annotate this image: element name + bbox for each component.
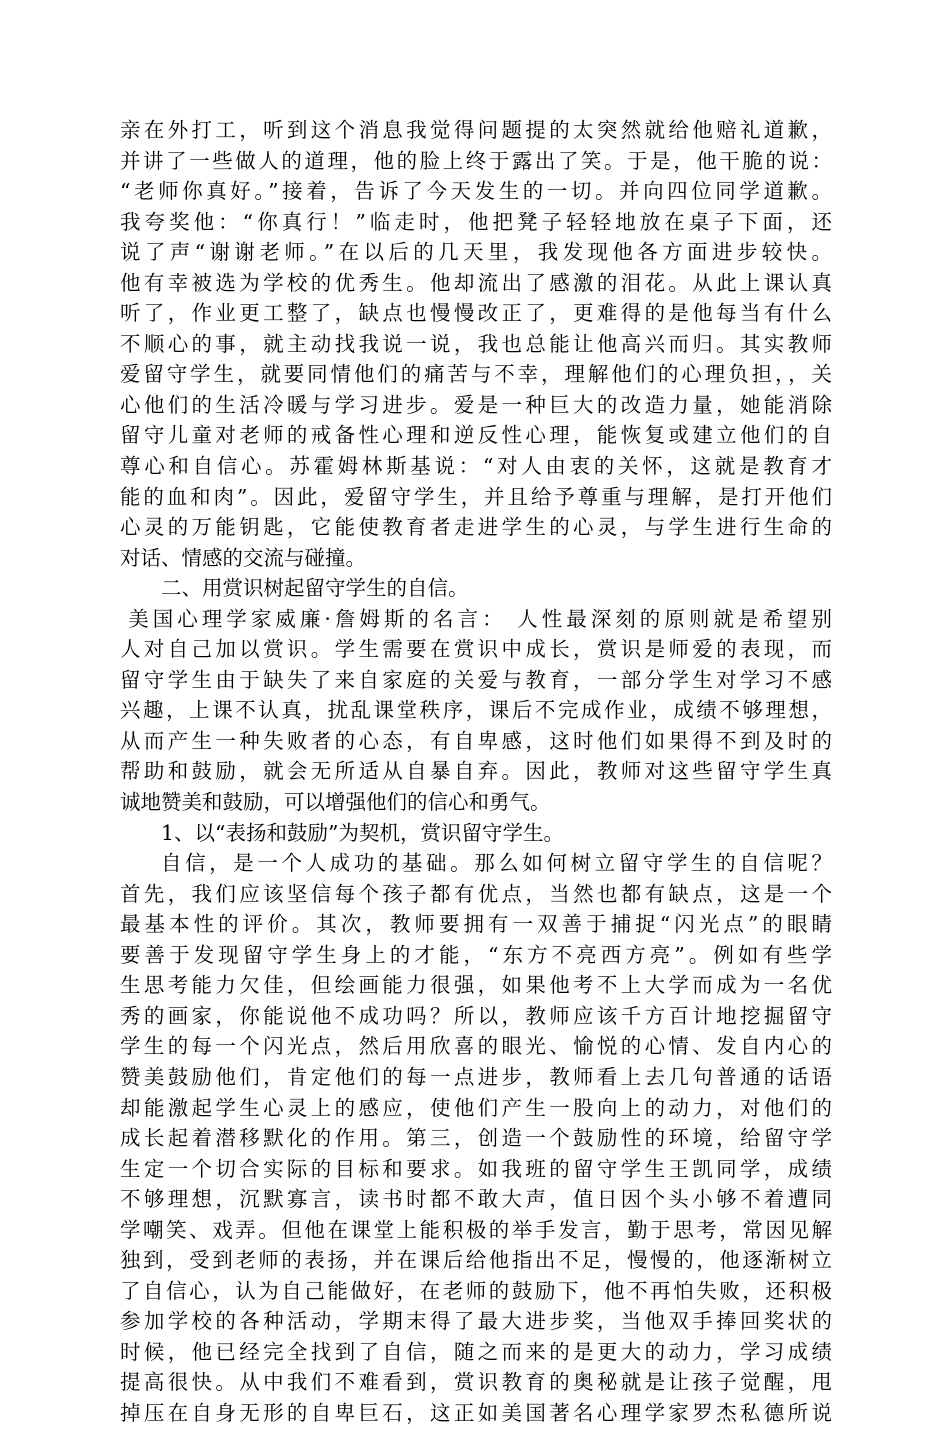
text-line: 提高很快。从中我们不难看到，赏识教育的奥秘就是让孩子觉醒，甩 — [120, 1370, 832, 1395]
text-line: 学生的每一个闪光点，然后用欣喜的眼光、愉悦的心情、发自内心的 — [120, 1034, 832, 1059]
text-line: 时候，他已经完全找到了自信，随之而来的是更大的动力，学习成绩 — [120, 1339, 832, 1364]
text-line: 要善于发现留守学生身上的才能，“东方不亮西方亮”。例如有些学 — [120, 942, 832, 967]
text-line: 自信，是一个人成功的基础。那么如何树立留守学生的自信呢？ — [161, 851, 832, 876]
text-line: 参加学校的各种活动，学期末得了最大进步奖，当他双手捧回奖状的 — [120, 1309, 832, 1334]
text-line: 生定一个切合实际的目标和要求。如我班的留守学生王凯同学，成绩 — [120, 1156, 832, 1181]
document-page — [120, 115, 832, 1429]
text-line: 对话、情感的交流与碰撞。 — [120, 545, 366, 570]
text-line: 独到，受到老师的表扬，并在课后给他指出不足，慢慢的，他逐渐树立 — [120, 1248, 832, 1273]
text-line: 二、用赏识树起留守学生的自信。 — [161, 576, 469, 601]
paragraph-p2 — [120, 573, 832, 604]
text-line: 掉压在自身无形的自卑巨石，这正如美国著名心理学家罗杰私德所说 — [120, 1400, 832, 1425]
text-line: 学嘲笑、戏弄。但他在课堂上能积极的举手发言，勤于思考，常因见解 — [120, 1217, 832, 1242]
text-line: 赞美鼓励他们，肯定他们的每一点进步，教师看上去几句普通的话语 — [120, 1064, 832, 1089]
text-line: 爱留守学生，就要同情他们的痛苦与不幸，理解他们的心理负担，，关 — [120, 362, 832, 387]
text-line: 不够理想，沉默寡言，读书时都不敢大声，值日因个头小够不着遭同 — [120, 1187, 832, 1212]
text-line: 留守学生由于缺失了来自家庭的关爱与教育，一部分学生对学习不感 — [120, 667, 832, 692]
text-line: 他有幸被选为学校的优秀生。他却流出了感激的泪花。从此上课认真 — [120, 270, 832, 295]
paragraph-p1 — [120, 115, 832, 573]
text-line: 心他们的生活冷暖与学习进步。爱是一种巨大的改造力量，她能消除 — [120, 392, 832, 417]
text-line: “老师你真好。”接着，告诉了今天发生的一切。并向四位同学道歉。 — [120, 179, 832, 204]
text-line: 并讲了一些做人的道理，他的脸上终于露出了笑。于是，他干脆的说： — [120, 148, 832, 173]
text-line: 听了，作业更工整了，缺点也慢慢改正了，更难得的是他每当有什么 — [120, 301, 832, 326]
text-line: 尊心和自信心。苏霍姆林斯基说：“对人由衷的关怀，这就是教育才 — [120, 454, 832, 479]
paragraph-p5 — [120, 848, 832, 1428]
text-line: 美国心理学家威廉·詹姆斯的名言： 人性最深刻的原则就是希望别 — [128, 606, 832, 631]
text-line: 秀的画家，你能说他不成功吗？所以，教师应该千方百计地挖掘留守 — [120, 1003, 832, 1028]
text-line: 能的血和肉”。因此，爱留守学生，并且给予尊重与理解，是打开他们 — [120, 484, 832, 509]
text-line: 我夸奖他：“你真行！”临走时，他把凳子轻轻地放在桌子下面，还 — [120, 209, 832, 234]
text-line: 留守儿童对老师的戒备性心理和逆反性心理，能恢复或建立他们的自 — [120, 423, 832, 448]
text-line: 不顺心的事，就主动找我说一说，我也总能让他高兴而归。其实教师 — [120, 331, 832, 356]
text-line: 了自信心，认为自己能做好，在老师的鼓励下，他不再怕失败，还积极 — [120, 1278, 832, 1303]
text-line: 帮助和鼓励，就会无所适从自暴自弃。因此，教师对这些留守学生真 — [120, 759, 832, 784]
text-line: 最基本性的评价。其次，教师要拥有一双善于捕捉“闪光点”的眼睛 — [120, 912, 832, 937]
text-line: 却能激起学生心灵上的感应，使他们产生一股向上的动力，对他们的 — [120, 1095, 832, 1120]
text-line: 诚地赞美和鼓励，可以增强他们的信心和勇气。 — [120, 790, 551, 815]
text-line: 说了声“谢谢老师。”在以后的几天里，我发现他各方面进步较快。 — [120, 240, 832, 265]
text-line: 成长起着潜移默化的作用。第三，创造一个鼓励性的环境，给留守学 — [120, 1126, 832, 1151]
text-line: 1、以“表扬和鼓励”为契机，赏识留守学生。 — [161, 820, 565, 845]
paragraph-p3 — [120, 604, 832, 818]
paragraph-p4 — [120, 818, 832, 849]
text-line: 兴趣，上课不认真，扰乱课堂秩序，课后不完成作业，成绩不够理想， — [120, 698, 832, 723]
text-line: 人对自己加以赏识。学生需要在赏识中成长，赏识是师爱的表现，而 — [120, 637, 832, 662]
text-line: 首先，我们应该坚信每个孩子都有优点，当然也都有缺点，这是一个 — [120, 881, 832, 906]
text-line: 亲在外打工，听到这个消息我觉得问题提的太突然就给他赔礼道歉， — [120, 118, 832, 142]
text-line: 心灵的万能钥匙，它能使教育者走进学生的心灵，与学生进行生命的 — [120, 515, 832, 540]
text-line: 生思考能力欠佳，但绘画能力很强，如果他考不上大学而成为一名优 — [120, 973, 832, 998]
text-line: 从而产生一种失败者的心态，有自卑感，这时他们如果得不到及时的 — [120, 728, 832, 753]
